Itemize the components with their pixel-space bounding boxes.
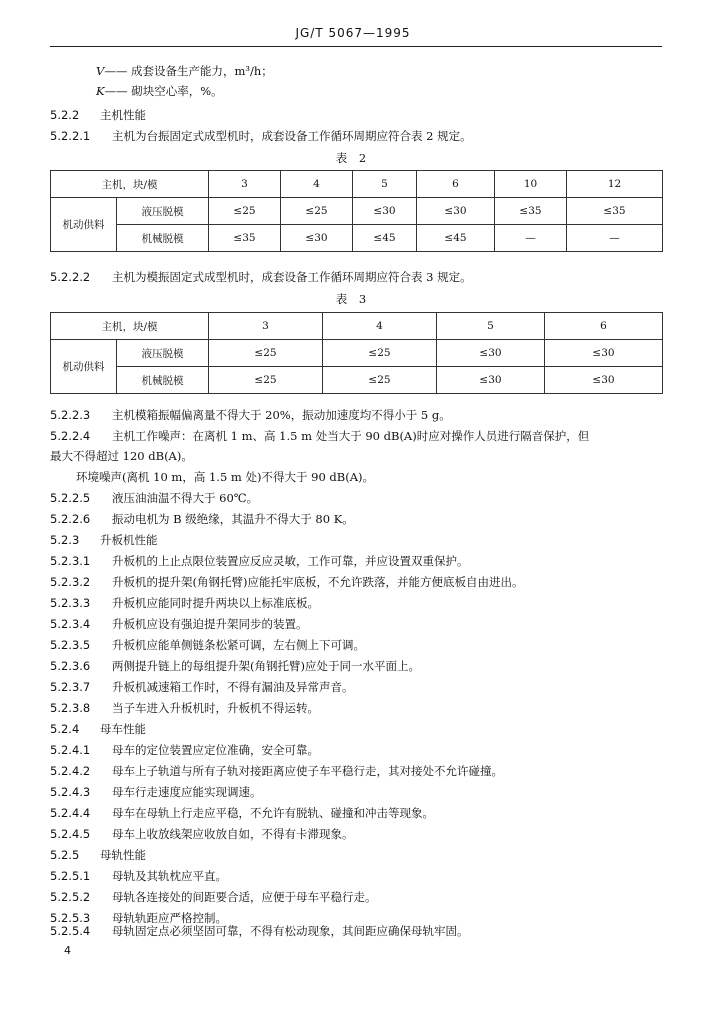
table-header-cell: 6 [545, 313, 663, 340]
clause-line [50, 449, 193, 463]
clause-line [50, 743, 319, 757]
table-row [51, 313, 663, 340]
clause-text: 升板机减速箱工作时，不得有漏油及异常声音。 [112, 680, 354, 694]
clause-number: 5.2.2.5 [50, 491, 91, 505]
section-number: 5.2.3 [50, 533, 80, 547]
table-row [51, 367, 663, 394]
table-cell: ≤25 [281, 198, 353, 225]
clause-number: 5.2.3.8 [50, 701, 91, 715]
section-title: 母车性能 [100, 722, 146, 736]
clause-number: 5.2.3.3 [50, 596, 91, 610]
clause-line [50, 869, 227, 883]
clause-number: 5.2.2.3 [50, 408, 91, 422]
table-2 [50, 170, 663, 252]
table-cell: ≤30 [417, 198, 495, 225]
clause-text: 环境噪声(离机 10 m，高 1.5 m 处)不得大于 90 dB(A)。 [76, 470, 375, 484]
clause-text: 主机为模振固定式成型机时，成套设备工作循环周期应符合表 3 规定。 [112, 270, 472, 284]
clause-line [50, 554, 469, 568]
clause-text: 振动电机为 B 级绝缘，其温升不得大于 80 K。 [112, 512, 354, 526]
table-cell: ≤30 [545, 340, 663, 367]
table-header-cell: 4 [323, 313, 437, 340]
clause-number: 5.2.3.6 [50, 659, 91, 673]
clause-text: 升板机应能单侧链条松紧可调，左右侧上下可调。 [112, 638, 365, 652]
clause-text: 主机为台振固定式成型机时，成套设备工作循环周期应符合表 2 规定。 [112, 129, 472, 143]
clause-line [50, 617, 308, 631]
clause-line [50, 512, 354, 526]
table-cell: ≤45 [417, 225, 495, 252]
clause-text: 当子车进入升板机时，升板机不得运转。 [112, 701, 319, 715]
clause-number: 5.2.4.3 [50, 785, 91, 799]
clause-number: 5.2.3.4 [50, 617, 91, 631]
clause-line [50, 890, 377, 904]
clause-line [50, 408, 451, 422]
clause-text: 母车上子轨道与所有子轨对接距离应使子车平稳行走，其对接处不允许碰撞。 [112, 764, 503, 778]
clause-number: 5.2.5.1 [50, 869, 91, 883]
table-header-cell: 主机，块/模 [51, 171, 209, 198]
clause-text: 母车在母轨上行走应平稳，不允许有脱轨、碰撞和冲击等现象。 [112, 806, 434, 820]
table-cell: ≤25 [323, 367, 437, 394]
clause-text: 液压油油温不得大于 60℃。 [112, 491, 259, 505]
definition-k [96, 84, 223, 98]
section-number: 5.2.2 [50, 108, 80, 122]
row-label: 液压脱模 [117, 340, 209, 367]
table-row [51, 171, 663, 198]
clause-line [50, 827, 354, 841]
table-cell: ≤35 [209, 225, 281, 252]
section-title: 母轨性能 [100, 848, 146, 862]
table-cell: — [567, 225, 663, 252]
page-number: 4 [64, 944, 71, 957]
section-5-2-2 [50, 108, 146, 122]
table-row [51, 225, 663, 252]
table-cell: ≤25 [209, 367, 323, 394]
section-number: 5.2.4 [50, 722, 80, 736]
clause-line [50, 911, 227, 925]
clause-text: 母车行走速度应能实现调速。 [112, 785, 262, 799]
clause-line [50, 764, 503, 778]
definition-v [96, 64, 273, 78]
row-label: 机械脱模 [117, 225, 209, 252]
table-cell: ≤30 [281, 225, 353, 252]
clause-text: 母轨及其轨枕应平直。 [112, 869, 227, 883]
table-cell: ≤30 [437, 367, 545, 394]
clause-text: 母轨固定点必须坚固可靠，不得有松动现象，其间距应确保母轨牢固。 [112, 924, 469, 938]
clause-number: 5.2.5.3 [50, 911, 91, 925]
clause-number: 5.2.4.4 [50, 806, 91, 820]
clause-number: 5.2.5.4 [50, 924, 91, 938]
table-header-cell: 10 [495, 171, 567, 198]
clause-line [50, 680, 354, 694]
page-header: JG/T 5067—1995 [295, 26, 411, 40]
table-header-cell: 3 [209, 313, 323, 340]
clause-line [76, 470, 374, 484]
table-header-cell: 3 [209, 171, 281, 198]
clause-number: 5.2.2.6 [50, 512, 91, 526]
table-cell: ≤35 [567, 198, 663, 225]
table-header-cell: 6 [417, 171, 495, 198]
clause-5-2-2-2 [50, 270, 472, 284]
table-cell: ≤25 [209, 340, 323, 367]
table-header-cell: 5 [353, 171, 417, 198]
clause-text: 母车的定位装置应定位准确，安全可靠。 [112, 743, 319, 757]
clause-line [50, 429, 589, 443]
table-cell: ≤30 [437, 340, 545, 367]
table-header-cell: 12 [567, 171, 663, 198]
clause-number: 5.2.4.5 [50, 827, 91, 841]
clause-line [50, 701, 319, 715]
definition-text: —— 砌块空心率，%。 [104, 84, 223, 98]
definition-text: —— 成套设备生产能力，m³/h； [104, 64, 273, 78]
table-cell: — [495, 225, 567, 252]
clause-text: 主机工作噪声：在离机 1 m、高 1.5 m 处当大于 90 dB(A)时应对操作人员进行隔音保护，但 [112, 429, 590, 443]
table-2-caption: 表 2 [335, 151, 371, 165]
section-heading [50, 722, 146, 736]
clause-line [50, 575, 523, 589]
table-cell: ≤45 [353, 225, 417, 252]
clause-number: 5.2.5.2 [50, 890, 91, 904]
row-label: 液压脱模 [117, 198, 209, 225]
table-cell: ≤30 [545, 367, 663, 394]
clause-number: 5.2.4.2 [50, 764, 91, 778]
row-group-label: 机动供料 [51, 340, 117, 394]
table-row [51, 340, 663, 367]
clause-number: 5.2.3.2 [50, 575, 91, 589]
clause-text: 母车上收放线架应收放自如，不得有卡滞现象。 [112, 827, 354, 841]
section-title: 主机性能 [100, 108, 146, 122]
clause-text: 升板机应设有强迫提升架同步的装置。 [112, 617, 308, 631]
clause-number: 5.2.4.1 [50, 743, 91, 757]
clause-number: 5.2.2.2 [50, 270, 91, 284]
clause-number: 5.2.2.4 [50, 429, 91, 443]
clause-number: 5.2.2.1 [50, 129, 91, 143]
clause-line [50, 785, 262, 799]
table-row [51, 198, 663, 225]
clause-line [50, 659, 420, 673]
clause-text: 主机模箱振幅偏离量不得大于 20%，振动加速度均不得小于 5 g。 [112, 408, 451, 422]
clause-text: 升板机应能同时提升两块以上标准底板。 [112, 596, 319, 610]
table-header-cell: 5 [437, 313, 545, 340]
section-title: 升板机性能 [100, 533, 158, 547]
definition-symbol: V [96, 64, 105, 78]
clause-line [50, 491, 258, 505]
table-header-cell: 主机，块/模 [51, 313, 209, 340]
clause-number: 5.2.3.1 [50, 554, 91, 568]
table-3 [50, 312, 663, 394]
clause-text: 两侧提升链上的每组提升架(角钢托臂)应处于同一水平面上。 [112, 659, 420, 673]
table-3-caption: 表 3 [335, 292, 371, 306]
clause-number: 5.2.3.5 [50, 638, 91, 652]
clause-line [50, 924, 469, 938]
clause-text: 最大不得超过 120 dB(A)。 [50, 449, 193, 463]
section-number: 5.2.5 [50, 848, 80, 862]
table-cell: ≤25 [323, 340, 437, 367]
row-group-label: 机动供料 [51, 198, 117, 252]
section-heading [50, 533, 158, 547]
table-cell: ≤35 [495, 198, 567, 225]
clause-line [50, 806, 434, 820]
header-rule [50, 46, 662, 47]
clause-number: 5.2.3.7 [50, 680, 91, 694]
table-cell: ≤25 [209, 198, 281, 225]
row-label: 机械脱模 [117, 367, 209, 394]
section-heading [50, 848, 146, 862]
clause-5-2-2-1 [50, 129, 472, 143]
clause-line [50, 638, 365, 652]
clause-text: 升板机的上止点限位装置应反应灵敏，工作可靠，并应设置双重保护。 [112, 554, 469, 568]
table-header-cell: 4 [281, 171, 353, 198]
definition-symbol: K [96, 84, 105, 98]
clause-line [50, 596, 319, 610]
table-cell: ≤30 [353, 198, 417, 225]
clause-text: 母轨轨距应严格控制。 [112, 911, 227, 925]
clause-text: 母轨各连接处的间距要合适，应便于母车平稳行走。 [112, 890, 377, 904]
clause-text: 升板机的提升架(角钢托臂)应能托牢底板，不允许跌落，并能方便底板自由进出。 [112, 575, 524, 589]
